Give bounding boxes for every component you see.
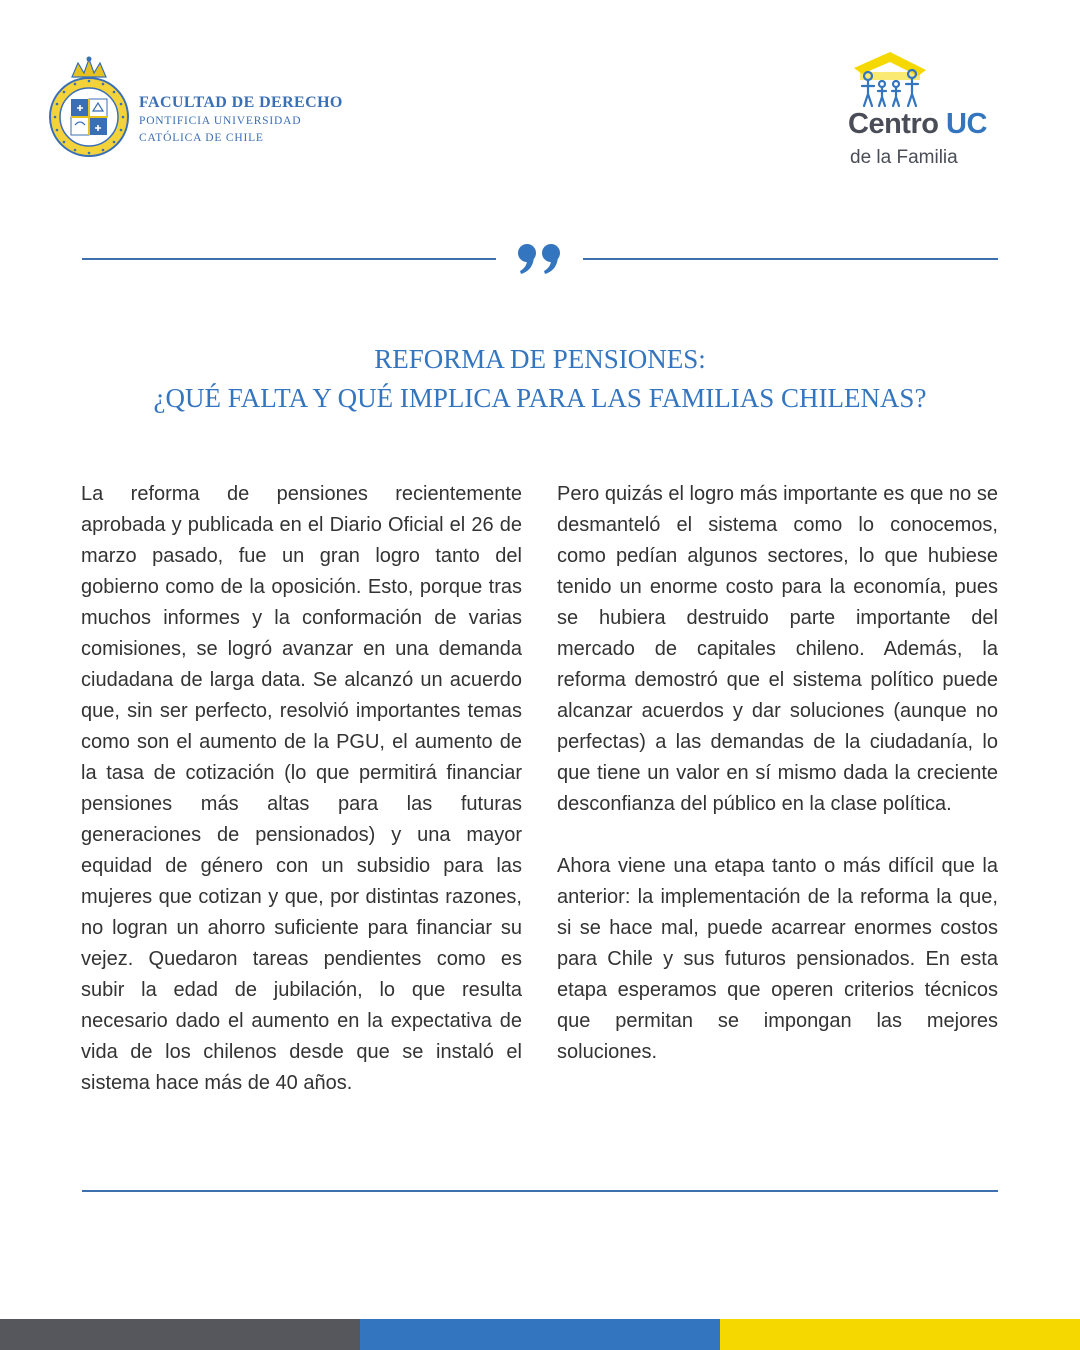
brand-name — [848, 108, 987, 141]
centro-uc-familia-logo — [848, 50, 1028, 175]
title-line-2: ¿QUÉ FALTA Y QUÉ IMPLICA PARA LAS FAMILIAS CHILENAS? — [153, 383, 927, 413]
bottom-divider — [82, 1190, 998, 1192]
footer-color-bar — [0, 1319, 1080, 1350]
body-column-right — [557, 479, 998, 1068]
title-line-1: REFORMA DE PENSIONES: — [374, 344, 706, 374]
faculty-line-1: FACULTAD DE DERECHO — [139, 94, 343, 111]
brand-accent: UC — [946, 108, 987, 140]
facultad-derecho-logo — [48, 55, 368, 165]
faculty-name — [139, 93, 343, 147]
family-house-icon — [850, 50, 930, 108]
faculty-line-3: CATÓLICA DE CHILE — [139, 132, 264, 144]
university-seal-icon — [48, 55, 130, 161]
footer-segment-blue — [360, 1319, 720, 1350]
paragraph: Pero quizás el logro más importante es que no se desmanteló el sistema como lo conocemos, como pedían algunos sectores, lo que hubiese tenido un enorme costo para la economía, pues se hubiera destruido parte importante del mercado de capitales chileno. Además, la reforma demostró que el sistema político puede alcanzar acuerdos y dar soluciones (aunque no perfectas) a las demandas de la ciudadanía, lo que tiene un valor en sí mismo dada la creciente desconfianza del público en la clase política. — [557, 483, 998, 815]
footer-segment-yellow — [720, 1319, 1080, 1350]
article-title — [60, 340, 1020, 418]
paragraph: Ahora viene una etapa tanto o más difícil que la anterior: la implementación de la reforma la que, si se hace mal, puede acarrear enormes costos para Chile y sus futuros pensionados. En esta etapa esperamos que operen criterios técnicos que permitan se impongan las mejores soluciones. — [557, 855, 998, 1063]
footer-segment-gray — [0, 1319, 360, 1350]
paragraph: La reforma de pensiones recientemente aprobada y publicada en el Diario Oficial el 26 de marzo pasado, fue un gran logro tanto del gobierno como de la oposición. Esto, porque tras muchos informes y la conformación de varias comisiones, se logró avanzar en una demanda ciudadana de larga data. Se alcanzó un acuerdo que, sin ser perfecto, resolvió importantes temas como son el aumento de la PGU, el aumento de la tasa de cotización (lo que permitirá financiar pensiones más altas para las futuras generaciones de pensionados) y una mayor equidad de género con un subsidio para las mujeres que cotizan y que, por distintas razones, no logran un ahorro suficiente para financiar su vejez. Quedaron tareas pendientes como es subir la edad de jubilación, lo que resulta necesario dado el aumento en la expectativa de vida de los chilenos desde que se instaló el sistema hace más de 40 años. — [81, 483, 522, 1094]
faculty-line-2: PONTIFICIA UNIVERSIDAD — [139, 115, 302, 127]
divider-line-left — [82, 258, 496, 260]
brand-subtitle: de la Familia — [850, 147, 958, 168]
brand-main: Centro — [848, 108, 939, 140]
quote-icon — [514, 240, 566, 276]
body-column-left — [81, 479, 522, 1099]
divider-line-right — [583, 258, 998, 260]
